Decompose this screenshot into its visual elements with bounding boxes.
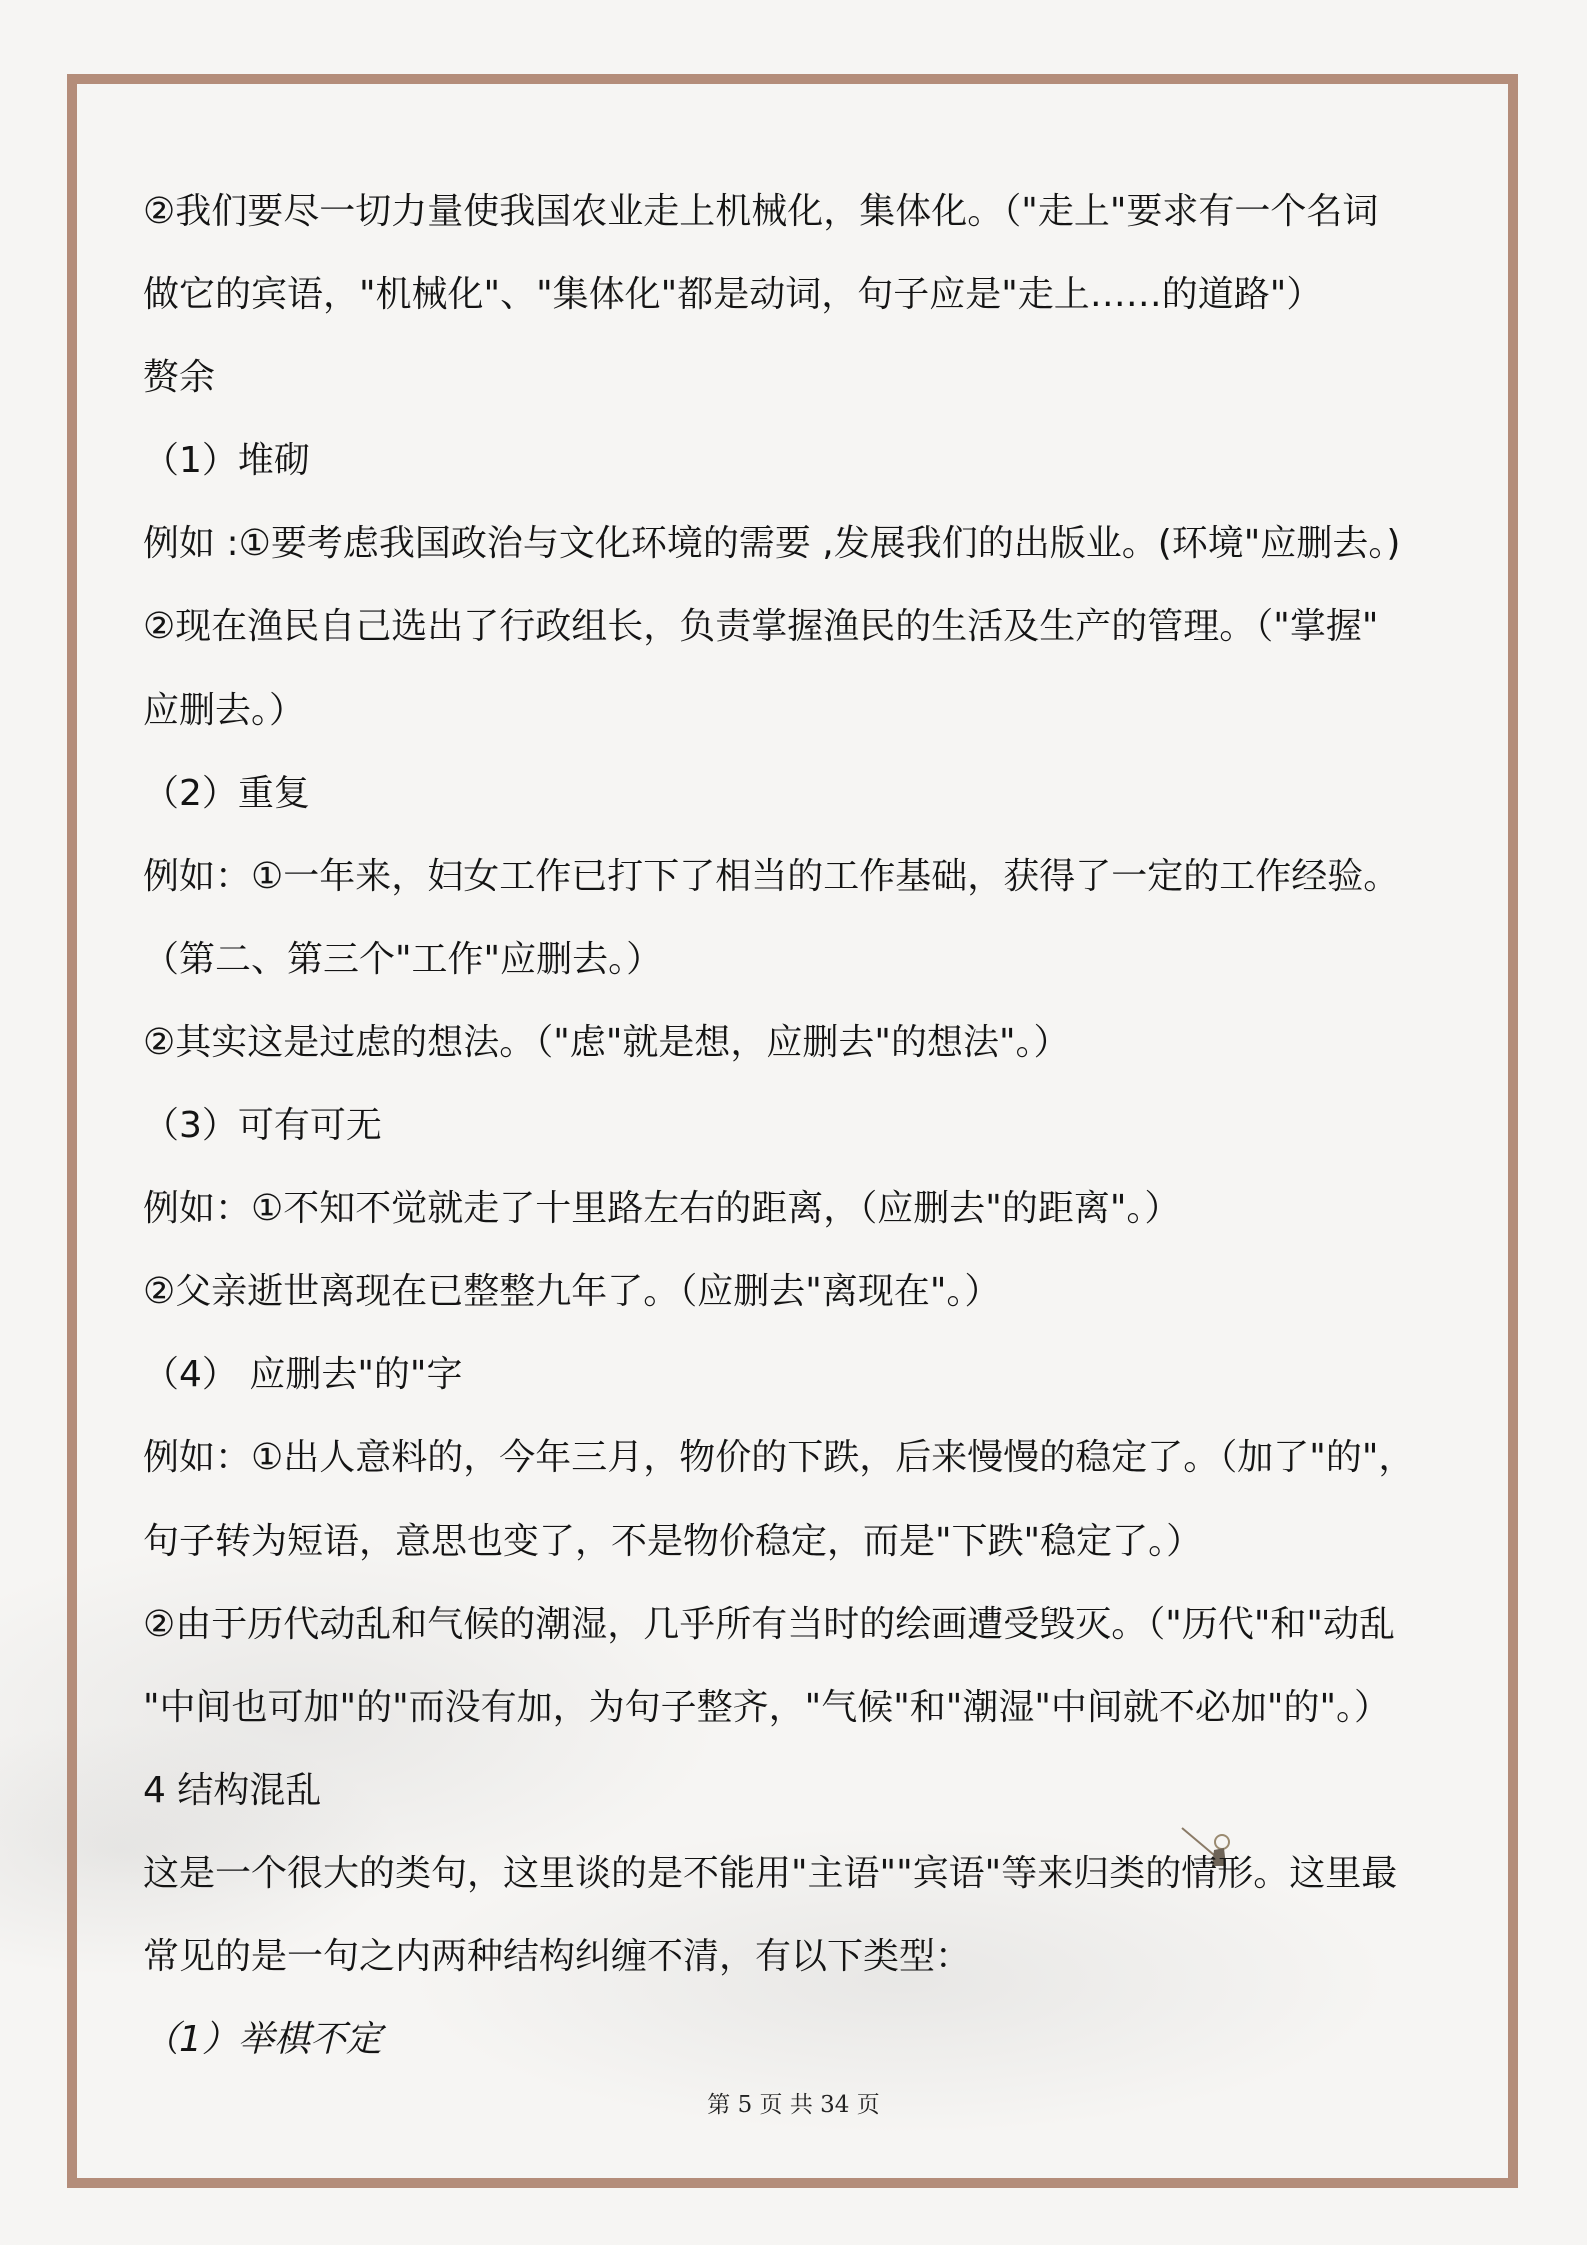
text-line: （1）举棋不定 <box>143 2019 382 2061</box>
text-line: 赘余 <box>143 357 216 399</box>
text-line: 做它的宾语，"机械化"、"集体化"都是动词，句子应是"走上……的道路"） <box>143 274 1323 316</box>
text-line: （2）重复 <box>143 772 310 814</box>
text-line: ②其实这是过虑的想法。（"虑"就是想，应删去"的想法"。） <box>143 1021 1070 1063</box>
text-line: 句子转为短语，意思也变了，不是物价稳定，而是"下跌"稳定了。） <box>143 1520 1203 1562</box>
text-line: （3）可有可无 <box>143 1105 382 1147</box>
text-line: 例如：①不知不觉就走了十里路左右的距离，（应删去"的距离"。） <box>143 1188 1181 1230</box>
text-line: （4） 应删去"的"字 <box>143 1354 463 1396</box>
text-line: 应删去。） <box>143 689 306 731</box>
text-line: 4 结构混乱 <box>143 1769 322 1811</box>
document-body <box>143 170 1414 2081</box>
text-line: 例如：①出人意料的，今年三月，物价的下跌，后来慢慢的稳定了。（加了"的"， <box>143 1437 1415 1479</box>
text-line: 例如：①一年来，妇女工作已打下了相当的工作基础，获得了一定的工作经验。 <box>143 855 1400 897</box>
text-line: ②父亲逝世离现在已整整九年了。（应删去"离现在"。） <box>143 1271 1001 1313</box>
text-line: （1）堆砌 <box>143 440 310 482</box>
text-line: 常见的是一句之内两种结构纠缠不清，有以下类型： <box>143 1935 972 1977</box>
text-line: ②我们要尽一切力量使我国农业走上机械化，集体化。（"走上"要求有一个名词 <box>143 191 1379 232</box>
text-line: ②由于历代动乱和气候的潮湿，几乎所有当时的绘画遭受毁灭。（"历代"和"动乱 <box>143 1603 1395 1645</box>
page-number-footer: 第 5 页 共 34 页 <box>707 2092 880 2118</box>
text-line: ②现在渔民自己选出了行政组长，负责掌握渔民的生活及生产的管理。（"掌握" <box>143 606 1379 648</box>
text-line: （第二、第三个"工作"应删去。） <box>143 938 663 980</box>
text-line: "中间也可加"的"而没有加，为句子整齐，"气候"和"潮湿"中间就不必加"的"。） <box>143 1686 1391 1728</box>
text-line: 这是一个很大的类句，这里谈的是不能用"主语""宾语"等来归类的情形。这里最 <box>143 1852 1398 1894</box>
text-line: 例如 :①要考虑我国政治与文化环境的需要 ,发展我们的出版业。(环境"应删去。) <box>143 523 1401 565</box>
